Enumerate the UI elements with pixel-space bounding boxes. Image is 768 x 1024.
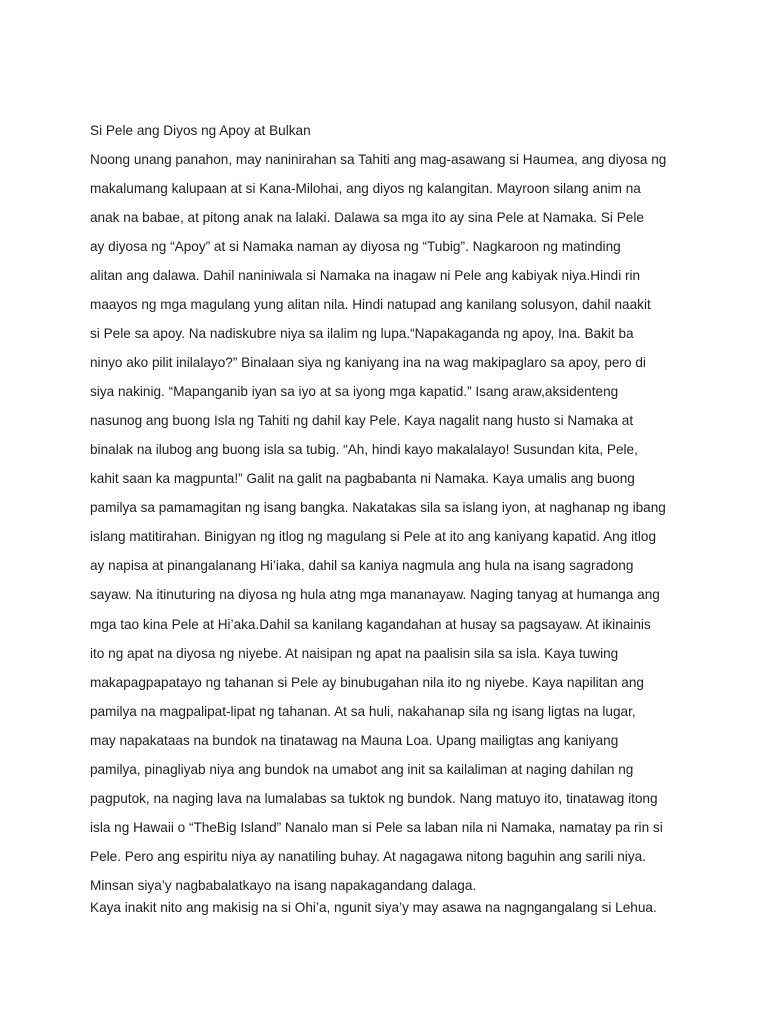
paragraph-line: Pele. Pero ang espiritu niya ay nanatiling buhay. At nagagawa nitong baguhin ang sarili niya. xyxy=(90,848,646,864)
paragraph-line: siya nakinig. “Mapanganib iyan sa iyo at sa iyong mga kapatid.” Isang araw,aksidenteng xyxy=(90,384,619,400)
paragraph-line: Kaya inakit nito ang makisig na si Ohi’a, ngunit siya’y may asawa na nagngangalang si Lehua. xyxy=(90,899,657,915)
paragraph-line: anak na babae, at pitong anak na lalaki. Dalawa sa mga ito ay sina Pele at Namaka. Si Pele xyxy=(90,210,644,226)
paragraph-line: pagputok, na naging lava na lumalabas sa tuktok ng bundok. Nang matuyo ito, tinatawag itong xyxy=(90,790,658,806)
paragraph-line: Noong unang panahon, may naninirahan sa Tahiti ang mag-asawang si Haumea, ang diyosa ng xyxy=(90,152,667,167)
paragraph-line: binalak na ilubog ang buong isla sa tubig. “Ah, hindi kayo makalalayo! Susundan kita, Pele, xyxy=(90,442,638,458)
paragraph-line: isla ng Hawaii o “TheBig Island” Nanalo man si Pele sa laban nila ni Namaka, namatay pa rin si xyxy=(90,819,663,835)
paragraph-line: pamilya sa pamamagitan ng isang bangka. Nakatakas sila sa islang iyon, at naghanap ng ibang xyxy=(90,500,666,516)
paragraph-line: maayos ng mga magulang yung alitan nila. Hindi natupad ang kanilang solusyon, dahil naakit xyxy=(90,297,651,313)
paragraph-line: ay diyosa ng “Apoy” at si Namaka naman ay diyosa ng “Tubig”. Nagkaroon ng matinding xyxy=(90,239,621,255)
paragraph-line: makalumang kalupaan at si Kana-Milohai, ang diyos ng kalangitan. Mayroon silang anim na xyxy=(90,181,641,197)
paragraph-line: ito ng apat na diyosa ng niyebe. At naisipan ng apat na paalisin sila sa isla. Kaya tuwing xyxy=(90,645,619,661)
paragraph-line: nasunog ang buong Isla ng Tahiti ng dahil kay Pele. Kaya nagalit nang husto si Namaka at xyxy=(90,413,634,429)
paragraph-line: ninyo ako pilit inilalayo?” Binalaan siya ng kaniyang ina na wag makipaglaro sa apoy, pero di xyxy=(90,355,646,371)
paragraph-line: sayaw. Na itinuturing na diyosa ng hula atng mga mananayaw. Naging tanyag at humanga ang xyxy=(90,587,660,603)
paragraph-line: Minsan siya’y nagbabalatkayo na isang napakagandang dalaga. xyxy=(90,877,477,893)
document-title: Si Pele ang Diyos ng Apoy at Bulkan xyxy=(90,123,311,138)
paragraph-line: pamilya, pinagliyab niya ang bundok na umabot ang init sa kailaliman at naging dahilan ng xyxy=(90,761,634,777)
paragraph-line: may napakataas na bundok na tinatawag na Mauna Loa. Upang mailigtas ang kaniyang xyxy=(90,732,619,748)
paragraph-line: si Pele sa apoy. Na nadiskubre niya sa ilalim ng lupa.“Napakaganda ng apoy, Ina. Bakit ba xyxy=(90,326,634,342)
paragraph-line: mga tao kina Pele at Hi’aka.Dahil sa kanilang kagandahan at husay sa pagsayaw. At ikinainis xyxy=(90,616,651,632)
paragraph-line: kahit saan ka magpunta!” Galit na galit na pagbabanta ni Namaka. Kaya umalis ang buong xyxy=(90,471,635,487)
paragraph-line: alitan ang dalawa. Dahil naniniwala si Namaka na inagaw ni Pele ang kabiyak niya.Hindi rin xyxy=(90,268,641,284)
document-body xyxy=(90,151,690,928)
paragraph-line: islang matitirahan. Binigyan ng itlog ng magulang si Pele at ito ang kaniyang kapatid. Ang itlog xyxy=(90,529,657,545)
paragraph-line: pamilya na magpalipat-lipat ng tahanan. At sa huli, nakahanap sila ng isang ligtas na lugar, xyxy=(90,703,636,719)
paragraph-line: ay napisa at pinangalanang Hi’iaka, dahil sa kaniya nagmula ang hula na isang sagradong xyxy=(90,558,634,574)
paragraph-line: makapagpapatayo ng tahanan si Pele ay binubugahan nila ito ng niyebe. Kaya napilitan ang xyxy=(90,674,644,690)
